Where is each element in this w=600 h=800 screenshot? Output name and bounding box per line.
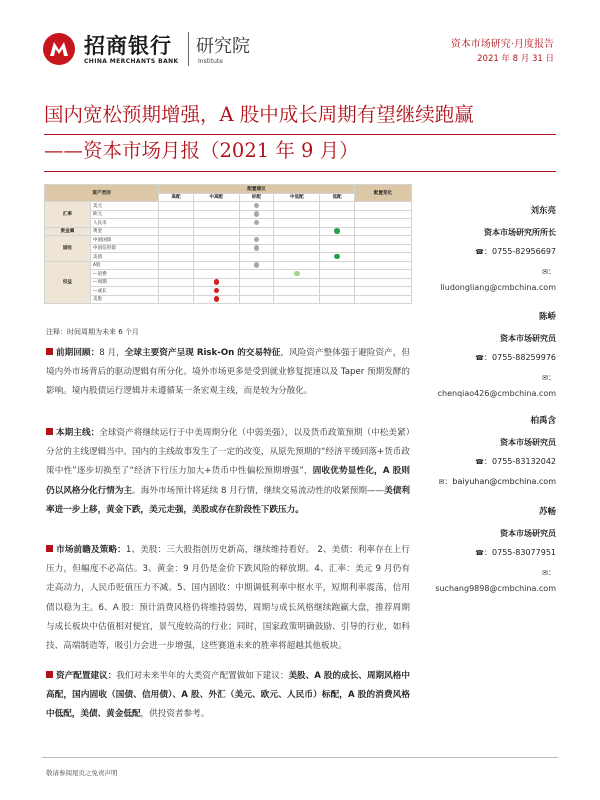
asset-name: —消费 bbox=[90, 270, 158, 279]
bullet-icon bbox=[46, 545, 53, 552]
title-divider-bottom bbox=[44, 171, 556, 172]
weight-cell bbox=[274, 236, 320, 245]
weight-cell bbox=[193, 244, 239, 253]
weight-cell bbox=[193, 210, 239, 219]
weight-cell bbox=[159, 202, 194, 211]
bullet-icon bbox=[46, 428, 53, 435]
section-heading: 前期回顾： bbox=[56, 348, 100, 358]
col-weight-header: 配置建议 bbox=[159, 185, 355, 194]
contact-name: 刘东亮 bbox=[530, 206, 556, 216]
bullet-icon bbox=[46, 348, 53, 355]
allocation-marker-icon bbox=[254, 203, 260, 209]
allocation-marker-icon bbox=[214, 288, 220, 294]
weight-cell bbox=[159, 236, 194, 245]
weight-cell bbox=[320, 261, 355, 270]
weight-cell bbox=[274, 287, 320, 296]
weight-cell bbox=[320, 253, 355, 262]
allocation-marker-icon bbox=[254, 245, 260, 251]
allocation-row bbox=[45, 227, 412, 236]
contact-title: 资本市场研究员 bbox=[500, 438, 556, 447]
weight-level-header: 中高配 bbox=[193, 193, 239, 202]
change-cell bbox=[354, 227, 411, 236]
weight-cell bbox=[239, 202, 274, 211]
weight-cell bbox=[159, 261, 194, 270]
asset-name: 美股 bbox=[90, 295, 158, 304]
weight-cell bbox=[193, 202, 239, 211]
weight-cell bbox=[193, 287, 239, 296]
section-allocation-advice bbox=[46, 667, 410, 725]
weight-cell bbox=[239, 278, 274, 287]
contact-card: 柏禹含 资本市场研究员 ☎：0755-83132042 ✉：baiyuhan@cmbchina.com bbox=[406, 414, 556, 490]
allocation-row bbox=[45, 261, 412, 270]
phone-icon: ☎ bbox=[475, 549, 485, 557]
section-main-theme bbox=[46, 424, 410, 520]
cmb-logo-icon bbox=[42, 32, 76, 66]
weight-cell bbox=[159, 253, 194, 262]
change-cell bbox=[354, 219, 411, 228]
section-body bbox=[46, 545, 410, 651]
change-cell bbox=[354, 295, 411, 304]
email-icon: ✉ bbox=[542, 569, 548, 577]
weight-cell bbox=[193, 295, 239, 304]
change-cell bbox=[354, 287, 411, 296]
allocation-row bbox=[45, 236, 412, 245]
report-date: 2021 年 8 月 31 日 bbox=[477, 54, 554, 64]
contact-phone: 0755-83077951 bbox=[492, 548, 556, 557]
asset-category: 固收 bbox=[45, 236, 91, 262]
col-asset-header: 资产类别 bbox=[45, 185, 159, 202]
phone-icon: ☎ bbox=[475, 458, 485, 466]
change-cell bbox=[354, 278, 411, 287]
weight-cell bbox=[239, 287, 274, 296]
contact-name: 苏畅 bbox=[538, 507, 556, 517]
weight-cell bbox=[320, 210, 355, 219]
contact-card: 苏畅 资本市场研究员 ☎：0755-83077951 ✉： suchang9898@cmbchina.com bbox=[406, 505, 556, 596]
bullet-icon bbox=[46, 671, 53, 678]
weight-cell bbox=[274, 219, 320, 228]
weight-cell bbox=[159, 278, 194, 287]
contact-phone: 0755-88259976 bbox=[492, 353, 556, 362]
body-text: 8 月， bbox=[99, 348, 125, 358]
contact-email[interactable]: chenqiao426@cmbchina.com bbox=[437, 389, 556, 398]
contact-email[interactable]: baiyuhan@cmbchina.com bbox=[452, 477, 556, 486]
weight-level-header: 低配 bbox=[320, 193, 355, 202]
asset-category: 贵金属 bbox=[45, 227, 91, 236]
report-title bbox=[44, 97, 564, 169]
bank-name: 招商银行 bbox=[84, 33, 172, 58]
weight-cell bbox=[320, 236, 355, 245]
bank-name-en: CHINA MERCHANTS BANK bbox=[84, 58, 179, 65]
section-review bbox=[46, 344, 410, 402]
weight-cell bbox=[320, 219, 355, 228]
weight-level-header: 中低配 bbox=[274, 193, 320, 202]
weight-cell bbox=[159, 210, 194, 219]
contact-phone: 0755-83132042 bbox=[492, 457, 556, 466]
weight-cell bbox=[159, 219, 194, 228]
allocation-marker-icon bbox=[214, 296, 220, 302]
weight-cell bbox=[239, 244, 274, 253]
change-cell bbox=[354, 236, 411, 245]
email-icon: ✉ bbox=[542, 374, 548, 382]
asset-name: 美元 bbox=[90, 202, 158, 211]
allocation-marker-icon bbox=[254, 220, 260, 226]
weight-cell bbox=[320, 227, 355, 236]
allocation-row bbox=[45, 202, 412, 211]
allocation-row bbox=[45, 244, 412, 253]
institute-name: 研究院 bbox=[196, 36, 250, 57]
allocation-marker-icon bbox=[214, 279, 220, 285]
section-heading: 市场前瞻及策略： bbox=[56, 545, 126, 555]
change-cell bbox=[354, 253, 411, 262]
weight-cell bbox=[193, 219, 239, 228]
section-body bbox=[46, 348, 410, 396]
emphasis-text: 固收优势显性化，A 股则仍以风格分化行情为主 bbox=[46, 466, 410, 496]
allocation-marker-icon bbox=[254, 237, 260, 243]
report-type: 资本市场研究·月度报告 bbox=[450, 39, 554, 50]
allocation-marker-icon bbox=[254, 211, 260, 217]
weight-cell bbox=[159, 244, 194, 253]
weight-cell bbox=[274, 295, 320, 304]
weight-cell bbox=[239, 295, 274, 304]
contact-title: 资本市场研究员 bbox=[500, 334, 556, 343]
section-outlook bbox=[46, 541, 410, 656]
contact-card: 刘东亮 资本市场研究所所长 ☎：0755-82956697 ✉： liudongliang@cmbchina.com bbox=[406, 204, 556, 295]
weight-cell bbox=[193, 227, 239, 236]
change-cell bbox=[354, 261, 411, 270]
emphasis-text: 美股、A 股的成长、周期风格中高配，国内固收（国债、信用债）、A 股、外汇（美元、欧元、人民币）标配，A 股的消费风格中低配，美债、黄金低配 bbox=[46, 671, 410, 720]
asset-name: 欧元 bbox=[90, 210, 158, 219]
weight-cell bbox=[239, 261, 274, 270]
allocation-row bbox=[45, 210, 412, 219]
weight-cell bbox=[193, 270, 239, 279]
weight-cell bbox=[193, 253, 239, 262]
contact-card: 陈峤 资本市场研究员 ☎：0755-88259976 ✉： chenqiao426@cmbchina.com bbox=[406, 310, 556, 401]
weight-cell bbox=[274, 244, 320, 253]
weight-cell bbox=[274, 253, 320, 262]
asset-name: 黄金 bbox=[90, 227, 158, 236]
weight-cell bbox=[274, 202, 320, 211]
body-text: 我们对未来半年的大类资产配置做如下建议： bbox=[116, 671, 289, 681]
disclaimer-note: 敬请参阅尾页之免责声明 bbox=[46, 769, 118, 777]
email-icon: ✉ bbox=[542, 268, 548, 276]
contact-title: 资本市场研究所所长 bbox=[484, 228, 556, 237]
contact-name: 柏禹含 bbox=[530, 416, 556, 426]
weight-cell bbox=[159, 270, 194, 279]
weight-cell bbox=[239, 219, 274, 228]
email-icon: ✉ bbox=[438, 478, 445, 486]
weight-cell bbox=[239, 210, 274, 219]
phone-icon: ☎ bbox=[475, 354, 485, 362]
allocation-row bbox=[45, 253, 412, 262]
weight-cell bbox=[274, 261, 320, 270]
emphasis-text: 全球主要资产呈现 Risk-On 的交易特征 bbox=[124, 348, 281, 358]
asset-name: —成长 bbox=[90, 287, 158, 296]
asset-category: 权益 bbox=[45, 261, 91, 304]
contact-title: 资本市场研究员 bbox=[500, 529, 556, 538]
change-cell bbox=[354, 270, 411, 279]
weight-cell bbox=[193, 261, 239, 270]
allocation-row bbox=[45, 287, 412, 296]
emphasis-text: 美债利率进一步上移，黄金下跌，美元走强，美股或存在阶段性下跌压力。 bbox=[46, 485, 410, 515]
weight-cell bbox=[320, 270, 355, 279]
weight-cell bbox=[159, 295, 194, 304]
weight-cell bbox=[159, 287, 194, 296]
asset-name: —周期 bbox=[90, 278, 158, 287]
phone-icon: ☎ bbox=[475, 248, 485, 256]
weight-cell bbox=[274, 227, 320, 236]
title-divider bbox=[44, 134, 556, 135]
contact-name: 陈峤 bbox=[538, 312, 556, 322]
allocation-row bbox=[45, 270, 412, 279]
contact-email[interactable]: suchang9898@cmbchina.com bbox=[435, 584, 556, 593]
allocation-row bbox=[45, 295, 412, 304]
section-heading: 本期主线： bbox=[56, 428, 100, 438]
allocation-table-container bbox=[44, 184, 412, 319]
weight-cell bbox=[239, 236, 274, 245]
asset-name: A股 bbox=[90, 261, 158, 270]
weight-cell bbox=[239, 227, 274, 236]
body-text: ，风险资产整体强于避险资产，但境内外市场背后的驱动逻辑有所分化。境外市场更多是受到就业修复提速以及 Taper 预期发酵的影响。境内股债运行逻辑并未遵循某一条宏观主线，而是较为分散化。 bbox=[46, 348, 410, 397]
weight-cell bbox=[320, 278, 355, 287]
weight-level-header: 高配 bbox=[159, 193, 194, 202]
allocation-table bbox=[44, 184, 412, 304]
table-note: 注释：时间周期为未来 6 个月 bbox=[46, 328, 139, 336]
asset-name: 中国国债 bbox=[90, 236, 158, 245]
change-cell bbox=[354, 202, 411, 211]
weight-cell bbox=[274, 210, 320, 219]
allocation-marker-icon bbox=[294, 271, 300, 277]
weight-cell bbox=[274, 270, 320, 279]
weight-cell bbox=[274, 278, 320, 287]
weight-cell bbox=[320, 287, 355, 296]
weight-cell bbox=[239, 270, 274, 279]
asset-name: 中国信用债 bbox=[90, 244, 158, 253]
contact-email[interactable]: liudongliang@cmbchina.com bbox=[440, 283, 556, 292]
body-text: 1、美股：三大股指创历史新高，继续维持看好。 2、美债：利率存在上行压力，但幅度不必高估。3、黄金：9 月仍是金价下跌风险的释放期。4、汇率：美元 9 月仍有走高动力，人民币贬值压力不减。5、国内固收：中期调低利率中枢水平，短期利率震荡，信用债以稳为主。6、A 股：预计消费风格仍将维持弱势，周期与成长风格继续跑赢大盘，推荐周期与成长板块中估值相对便宜，景气度较高的行业；同时，国家政策明确鼓励、引导的行业，如科技、高端制造等，吸引力会进一步增强，这些赛道未来的胜率将超越其他板块。 bbox=[46, 545, 410, 652]
body-text: 全球资产将继续运行于中美周期分化（中弱美强），以及货币政策预期（中松美紧）分岔的主线逻辑当中。国内的主线故事发生了一定的改变，从原先预期的“经济平缓回落+货币政策中性”逐步切换至了“经济下行压力加大+货币中性偏松预期增强”， bbox=[46, 428, 410, 477]
body-text: ，供投资者参考。 bbox=[140, 709, 210, 720]
asset-name: 人民币 bbox=[90, 219, 158, 228]
section-body bbox=[46, 428, 410, 515]
allocation-marker-icon bbox=[334, 228, 340, 234]
allocation-marker-icon bbox=[334, 254, 340, 260]
change-cell bbox=[354, 244, 411, 253]
body-text: 。海外市场预计将延续 8 月行情，继续交易流动性的收紧预期—— bbox=[132, 485, 385, 496]
col-change-header: 配置变化 bbox=[354, 185, 411, 202]
weight-level-header: 标配 bbox=[239, 193, 274, 202]
title-line-2: ——资本市场月报（2021 年 9 月） bbox=[44, 139, 359, 162]
weight-cell bbox=[193, 278, 239, 287]
institute-name-en: Institute bbox=[198, 58, 223, 65]
allocation-row bbox=[45, 278, 412, 287]
weight-cell bbox=[159, 227, 194, 236]
weight-cell bbox=[239, 253, 274, 262]
section-heading: 资产配置建议： bbox=[56, 671, 117, 681]
asset-name: 美债 bbox=[90, 253, 158, 262]
change-cell bbox=[354, 210, 411, 219]
footer-divider bbox=[42, 757, 558, 758]
allocation-row bbox=[45, 219, 412, 228]
weight-cell bbox=[320, 244, 355, 253]
weight-cell bbox=[193, 236, 239, 245]
contact-phone: 0755-82956697 bbox=[492, 247, 556, 256]
title-line-1: 国内宽松预期增强，A 股中成长周期有望继续跑赢 bbox=[44, 103, 474, 126]
weight-cell bbox=[320, 295, 355, 304]
allocation-marker-icon bbox=[254, 262, 260, 268]
weight-cell bbox=[320, 202, 355, 211]
logo-divider bbox=[188, 32, 189, 66]
asset-category: 汇率 bbox=[45, 202, 91, 228]
